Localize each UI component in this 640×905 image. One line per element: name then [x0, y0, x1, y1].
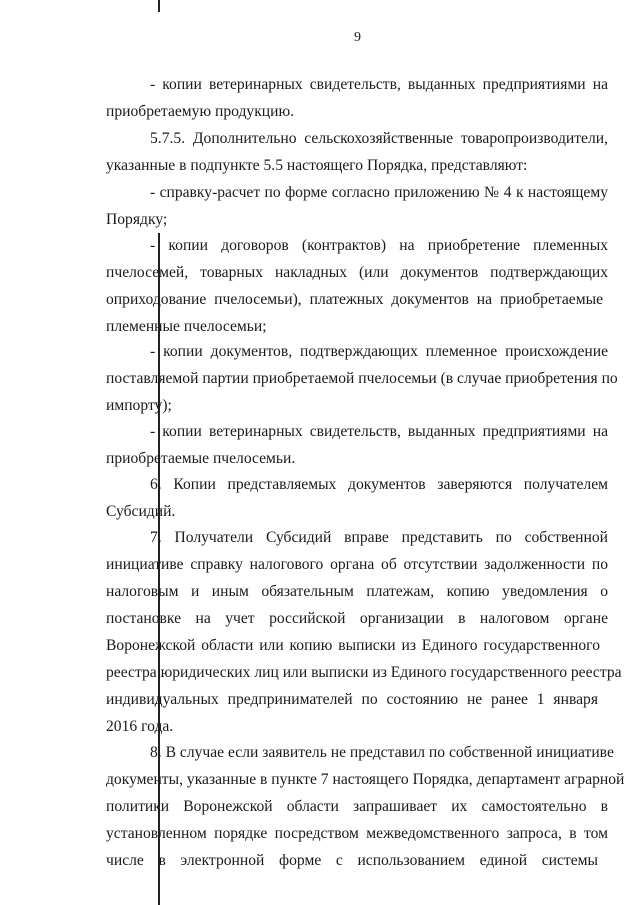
text-line: поставляемой партии приобретаемой пчелосемьи (в случае приобретения по: [106, 370, 618, 387]
text-line: импорту);: [106, 397, 172, 414]
text-line: - копии ветеринарных свидетельств, выданных предприятиями на: [150, 76, 608, 93]
text-line: 7. Получатели Субсидий вправе представить по собственной: [150, 529, 608, 546]
text-line: 2016 года.: [106, 718, 174, 735]
text-line: 6. Копии представляемых документов заверяются получателем: [150, 476, 608, 493]
text-line: - копии ветеринарных свидетельств, выданных предприятиями на: [150, 423, 608, 440]
text-line: политики Воронежской области запрашивает их самостоятельно в: [106, 798, 608, 815]
text-line: Субсидий.: [106, 503, 176, 520]
text-line: 8. В случае если заявитель не представил по собственной инициативе: [150, 744, 614, 761]
text-line: индивидуальных предпринимателей по состоянию не ранее 1 января: [106, 691, 598, 708]
text-line: оприходование пчелосемьи), платежных документов на приобретаемые: [106, 291, 603, 308]
text-line: 5.7.5. Дополнительно сельскохозяйственные товаропроизводители,: [150, 130, 608, 147]
text-line: установленном порядке посредством межведомственного запроса, в том: [106, 825, 608, 842]
text-line: Порядку;: [106, 211, 168, 228]
text-line: инициативе справку налогового органа об отсутствии задолженности по: [106, 556, 608, 573]
text-line: - копии документов, подтверждающих племенное происхождение: [150, 343, 608, 360]
text-line: приобретаемую продукцию.: [106, 103, 295, 120]
text-line: документы, указанные в пункте 7 настоящего Порядка, департамент аграрной: [106, 771, 625, 788]
scan-margin-line-top: [158, 0, 160, 12]
text-line: реестра юридических лиц или выписки из Единого государственного реестра: [106, 664, 622, 681]
text-line: числе в электронной форме с использованием единой системы: [106, 852, 598, 869]
text-line: Воронежской области или копию выписки из Единого государственного: [106, 637, 600, 654]
text-line: пчелосемей, товарных накладных (или документов подтверждающих: [106, 264, 608, 281]
text-line: налоговым и иным обязательным платежам, копию уведомления о: [106, 583, 608, 600]
text-line: - копии договоров (контрактов) на приобретение племенных: [150, 237, 608, 254]
text-line: указанные в подпункте 5.5 настоящего Порядка, представляют:: [106, 157, 528, 174]
text-line: приобретаемые пчелосемьи.: [106, 450, 296, 467]
text-line: племенные пчелосемьи;: [106, 318, 267, 335]
page-number: 9: [354, 30, 361, 45]
text-line: постановке на учет российской организации в налоговом органе: [106, 610, 608, 627]
text-line: - справку-расчет по форме согласно приложению № 4 к настоящему: [150, 184, 608, 201]
